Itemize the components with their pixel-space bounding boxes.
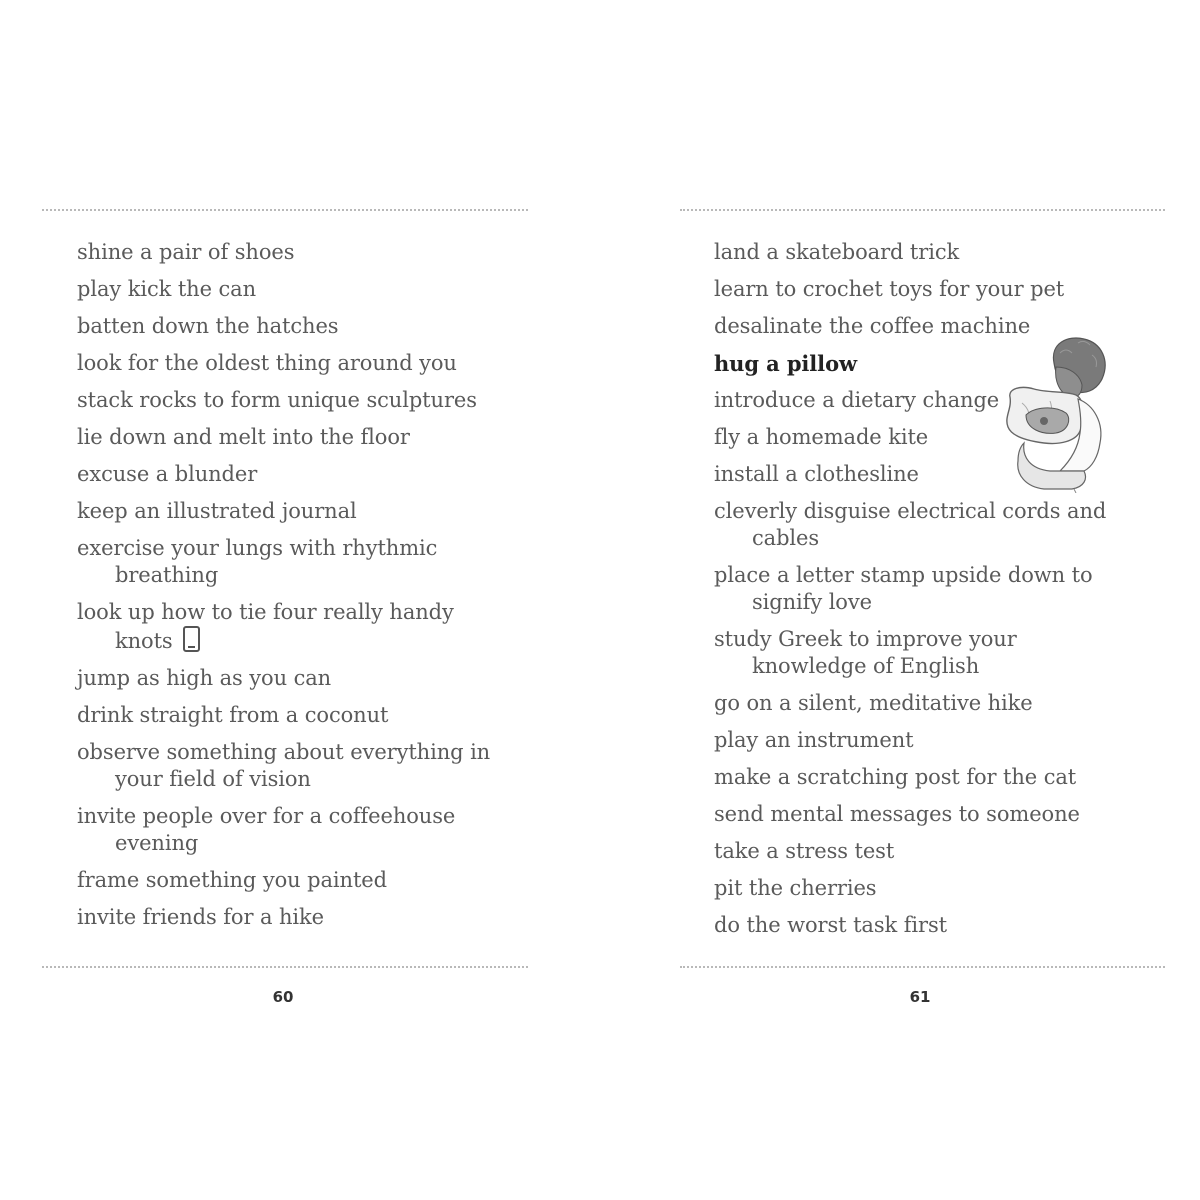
page-number: 61 <box>909 988 931 1006</box>
list-item: study Greek to improve your knowledge of English <box>714 627 1017 678</box>
list-item: place a letter stamp upside down to signify love <box>714 563 1093 614</box>
list-item: frame something you painted <box>77 868 387 892</box>
bottom-dotted-rule <box>42 966 528 968</box>
bottom-dotted-rule <box>680 966 1165 968</box>
list-item <box>77 599 497 655</box>
child-hugging-pillow-illustration <box>1000 333 1112 493</box>
right-page <box>600 0 1200 1200</box>
top-dotted-rule <box>42 209 528 211</box>
list-item: introduce a dietary change <box>714 388 1000 412</box>
page-number: 60 <box>272 988 294 1006</box>
list-item: invite people over for a coffeehouse evening <box>77 804 456 855</box>
highlighted-list-item: hug a pillow <box>714 351 857 376</box>
list-item: land a skateboard trick <box>714 240 960 264</box>
list-item: shine a pair of shoes <box>77 240 295 264</box>
list-item: exercise your lungs with rhythmic breathing <box>77 536 438 587</box>
list-item: stack rocks to form unique sculptures <box>77 388 477 412</box>
list-item: cleverly disguise electrical cords and cables <box>714 499 1107 550</box>
list-item: learn to crochet toys for your pet <box>714 277 1065 301</box>
list-item: install a clothesline <box>714 462 919 486</box>
phone-icon <box>183 626 200 652</box>
list-item: play kick the can <box>77 277 256 301</box>
list-item: drink straight from a coconut <box>77 703 389 727</box>
list-item: make a scratching post for the cat <box>714 765 1077 789</box>
activity-list <box>77 239 497 941</box>
list-item: take a stress test <box>714 839 895 863</box>
list-item: do the worst task first <box>714 913 947 937</box>
list-item: lie down and melt into the floor <box>77 425 410 449</box>
list-item: observe something about everything in your field of vision <box>77 740 491 791</box>
list-item: go on a silent, meditative hike <box>714 691 1033 715</box>
top-dotted-rule <box>680 209 1165 211</box>
list-item: desalinate the coffee machine <box>714 314 1031 338</box>
list-item: invite friends for a hike <box>77 905 324 929</box>
list-item: play an instrument <box>714 728 914 752</box>
list-item: jump as high as you can <box>77 666 332 690</box>
list-item-text: look up how to tie four really handy knots <box>77 600 454 653</box>
list-item: pit the cherries <box>714 876 877 900</box>
list-item: fly a homemade kite <box>714 425 929 449</box>
list-item: send mental messages to someone <box>714 802 1080 826</box>
list-item: keep an illustrated journal <box>77 499 357 523</box>
list-item: batten down the hatches <box>77 314 339 338</box>
list-item: look for the oldest thing around you <box>77 351 457 375</box>
list-item: excuse a blunder <box>77 462 258 486</box>
